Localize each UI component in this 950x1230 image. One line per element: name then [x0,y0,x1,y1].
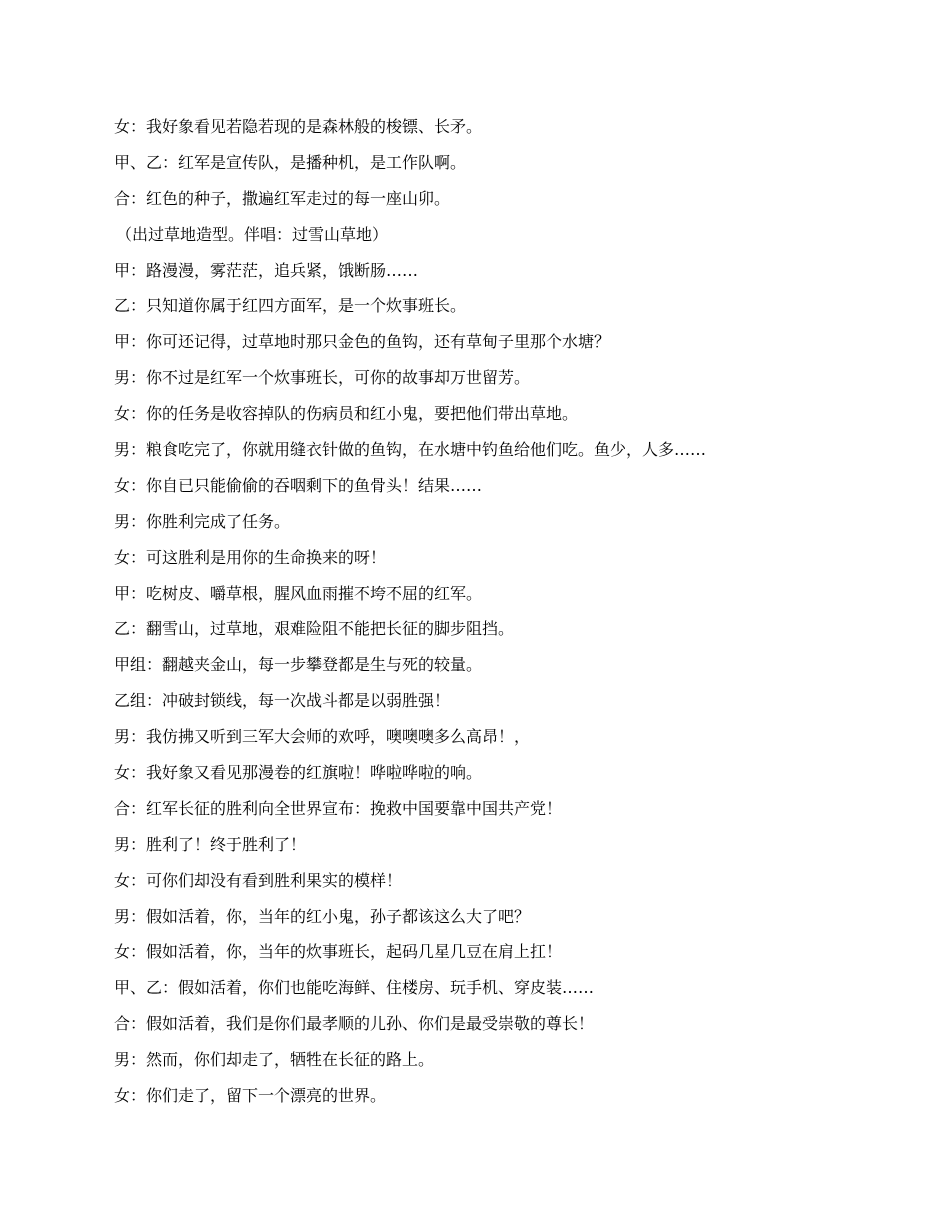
script-line: 合：红军长征的胜利向全世界宣布：挽救中国要靠中国共产党！ [114,798,563,818]
script-line: 甲：路漫漫，雾茫茫，追兵紧，饿断肠…… [114,260,419,280]
script-line: 乙：只知道你属于红四方面军，是一个炊事班长。 [114,296,467,316]
script-line: 女：假如活着，你，当年的炊事班长，起码几星几豆在肩上扛！ [114,942,563,962]
script-line: 男：然而，你们却走了，牺牲在长征的路上。 [114,1050,435,1070]
script-line: 甲：吃树皮、嚼草根，腥风血雨摧不垮不屈的红军。 [114,583,483,603]
script-line: 男：假如活着，你，当年的红小鬼，孙子都该这么大了吧？ [114,906,531,926]
script-line: 甲、乙：红军是宣传队，是播种机，是工作队啊。 [114,152,467,172]
script-line: 男：你胜利完成了任务。 [114,511,291,531]
script-line: 男：你不过是红军一个炊事班长，可你的故事却万世留芳。 [114,368,531,388]
script-line: 男：胜利了！终于胜利了！ [114,834,307,854]
script-line: 女：你们走了，留下一个漂亮的世界。 [114,1086,387,1106]
script-line: 男：我仿拂又听到三军大会师的欢呼，噢噢噢多么高昂！， [114,727,531,747]
script-line: 女：我好象看见若隐若现的是森林般的梭镖、长矛。 [114,117,483,136]
script-line: 甲组：翻越夹金山，每一步攀登都是生与死的较量。 [114,655,483,675]
script-line: 合：红色的种子，撒遍红军走过的每一座山卯。 [114,188,451,208]
script-line: 女：你自已只能偷偷的吞咽剩下的鱼骨头！结果…… [114,475,483,495]
stage-direction: （出过草地造型。伴唱：过雪山草地） [116,224,389,244]
script-line: 甲：你可还记得，过草地时那只金色的鱼钩，还有草甸子里那个水塘？ [114,332,611,352]
script-line: 乙组：冲破封锁线，每一次战斗都是以弱胜强！ [114,691,451,711]
script-text-body [114,109,914,1114]
script-line: 男：粮食吃完了，你就用缝衣针做的鱼钩，在水塘中钓鱼给他们吃。鱼少，人多…… [114,440,707,460]
script-line: 女：你的任务是收容掉队的伤病员和红小鬼，要把他们带出草地。 [114,404,579,424]
script-line: 合：假如活着，我们是你们最孝顺的儿孙、你们是最受崇敬的尊长！ [114,1014,595,1034]
script-line: 女：我好象又看见那漫卷的红旗啦！哗啦哗啦的响。 [114,763,483,783]
script-line: 女：可你们却没有看到胜利果实的模样！ [114,870,403,890]
script-line: 女：可这胜利是用你的生命换来的呀！ [114,547,387,567]
script-line: 乙：翻雪山，过草地，艰难险阻不能把长征的脚步阻挡。 [114,619,515,639]
script-line: 甲、乙：假如活着，你们也能吃海鲜、住楼房、玩手机、穿皮装…… [114,978,595,998]
